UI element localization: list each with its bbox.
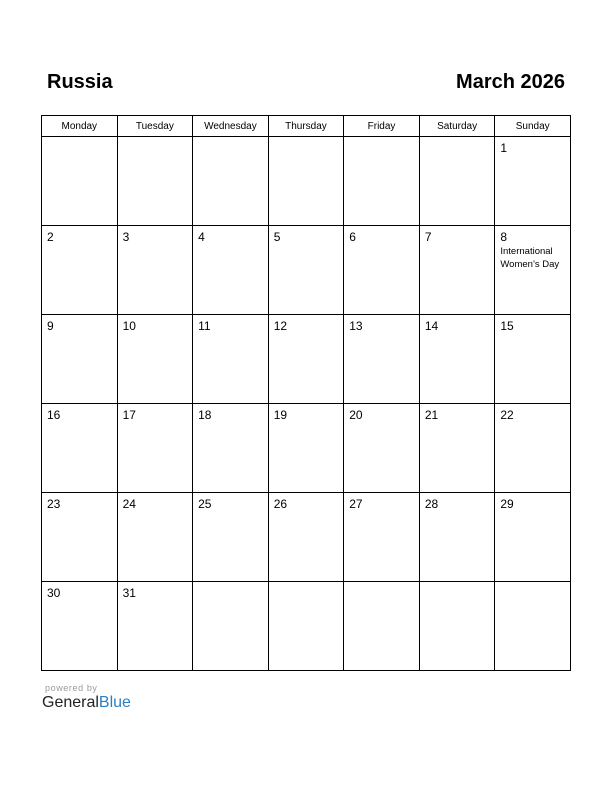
brand-general-text: General — [42, 694, 99, 711]
week-row — [42, 404, 571, 493]
day-number: 14 — [424, 319, 439, 333]
day-number: 28 — [424, 497, 439, 511]
country-title: Russia — [47, 71, 113, 93]
day-cell — [495, 404, 571, 493]
day-cell — [419, 404, 495, 493]
day-cell — [42, 226, 118, 315]
day-number — [193, 582, 268, 586]
day-cell — [495, 582, 571, 671]
day-cell — [268, 226, 344, 315]
weekday-header-row — [42, 116, 571, 137]
day-number — [344, 582, 419, 586]
day-number — [42, 137, 117, 141]
day-number: 19 — [273, 408, 288, 422]
week-row — [42, 582, 571, 671]
day-cell — [117, 582, 193, 671]
day-cell — [117, 137, 193, 226]
day-number: 2 — [47, 230, 54, 244]
day-number: 23 — [47, 497, 61, 511]
day-cell — [193, 226, 269, 315]
month-title: March 2026 — [456, 71, 565, 93]
day-number: 24 — [122, 497, 136, 511]
day-number — [269, 582, 344, 586]
powered-by-label: powered by — [45, 683, 98, 693]
day-cell — [419, 493, 495, 582]
day-number: 18 — [198, 408, 212, 422]
day-cell — [117, 315, 193, 404]
week-row — [42, 137, 571, 226]
day-number: 9 — [47, 319, 54, 333]
day-number — [269, 137, 344, 141]
day-cell — [495, 137, 571, 226]
day-cell — [193, 315, 269, 404]
day-cell — [42, 582, 118, 671]
day-cell — [495, 493, 571, 582]
day-cell — [268, 493, 344, 582]
day-cell — [42, 315, 118, 404]
day-cell — [268, 582, 344, 671]
day-cell — [193, 404, 269, 493]
day-number: 16 — [47, 408, 61, 422]
weekday-header: Friday — [344, 116, 420, 137]
day-number: 3 — [122, 230, 130, 244]
day-number: 21 — [424, 408, 439, 422]
day-number: 29 — [500, 497, 514, 511]
day-cell — [344, 493, 420, 582]
day-cell — [268, 137, 344, 226]
day-cell — [42, 404, 118, 493]
day-number — [420, 137, 495, 141]
day-cell — [495, 315, 571, 404]
day-number: 27 — [349, 497, 363, 511]
day-number: 22 — [500, 408, 514, 422]
calendar-grid — [41, 115, 571, 671]
day-cell — [193, 137, 269, 226]
day-cell — [419, 137, 495, 226]
week-row — [42, 493, 571, 582]
weekday-header: Sunday — [495, 116, 571, 137]
day-number: 26 — [273, 497, 288, 511]
weekday-header: Thursday — [268, 116, 344, 137]
day-number: 7 — [424, 230, 432, 244]
weekday-header: Saturday — [419, 116, 495, 137]
day-cell — [117, 226, 193, 315]
day-number: 17 — [122, 408, 136, 422]
week-row — [42, 226, 571, 315]
day-cell — [419, 582, 495, 671]
day-number: 25 — [198, 497, 212, 511]
day-cell — [193, 582, 269, 671]
brand-logo — [42, 693, 131, 713]
day-cell — [495, 226, 571, 315]
generalblue-brand[interactable] — [42, 683, 131, 713]
day-number: 15 — [500, 319, 514, 333]
weekday-header: Wednesday — [193, 116, 269, 137]
weekday-header: Tuesday — [117, 116, 193, 137]
day-cell — [117, 493, 193, 582]
day-number: 11 — [198, 319, 211, 333]
day-number: 12 — [273, 319, 288, 333]
day-cell — [344, 137, 420, 226]
day-number: 6 — [349, 230, 356, 244]
day-number — [193, 137, 268, 141]
day-cell — [193, 493, 269, 582]
week-row — [42, 315, 571, 404]
day-number: 31 — [122, 586, 136, 600]
day-cell — [344, 315, 420, 404]
day-number: 13 — [349, 319, 363, 333]
day-cell — [268, 404, 344, 493]
day-cell — [344, 404, 420, 493]
day-number: 8 — [500, 230, 508, 244]
day-cell — [419, 226, 495, 315]
day-number: 1 — [500, 141, 508, 155]
day-number: 20 — [349, 408, 363, 422]
day-cell — [268, 315, 344, 404]
day-number: 10 — [122, 319, 136, 333]
day-number — [495, 582, 570, 586]
day-number: 30 — [47, 586, 61, 600]
day-number — [420, 582, 495, 586]
holiday-label: International Women’s Day — [500, 246, 560, 270]
day-cell — [117, 404, 193, 493]
day-cell — [419, 315, 495, 404]
brand-blue-text: Blue — [98, 694, 131, 711]
weekday-header: Monday — [42, 116, 118, 137]
day-number — [344, 137, 419, 141]
day-cell — [42, 493, 118, 582]
day-cell — [42, 137, 118, 226]
day-number — [118, 137, 193, 141]
day-number: 4 — [198, 230, 205, 244]
day-cell — [344, 226, 420, 315]
day-cell — [344, 582, 420, 671]
day-number: 5 — [273, 230, 281, 244]
